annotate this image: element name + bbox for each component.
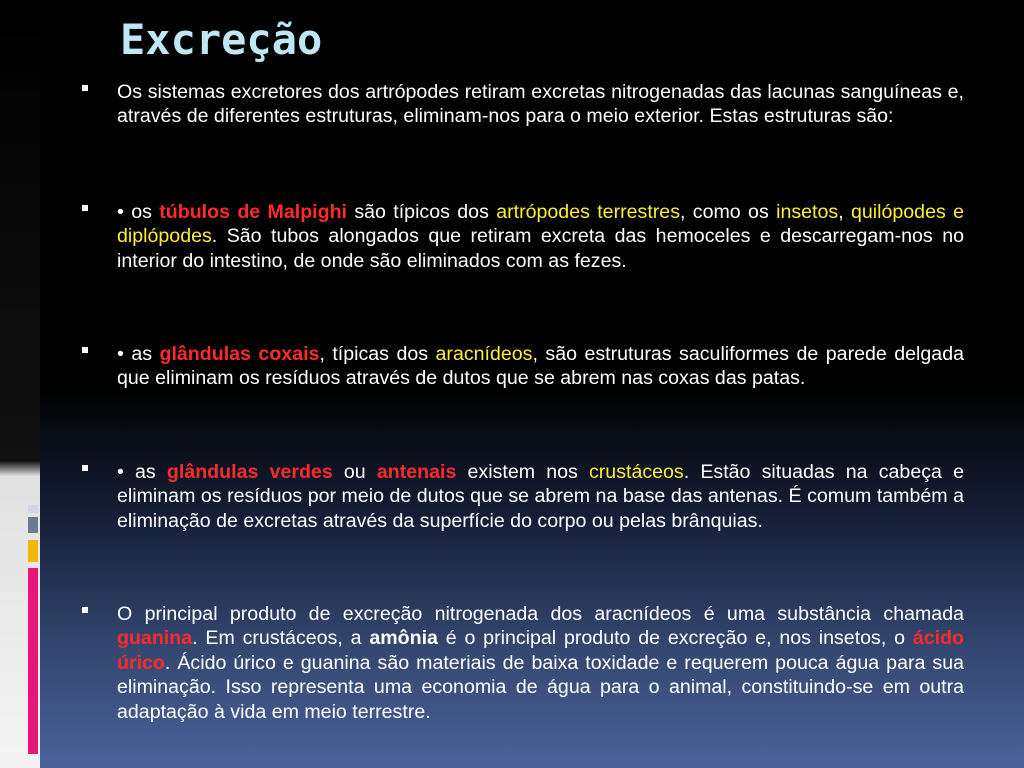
accent-bar-gray — [28, 517, 38, 533]
bullet-item — [80, 200, 964, 342]
bullet-item — [80, 342, 964, 460]
bullet-text — [117, 460, 964, 533]
highlight-bold: amônia — [369, 627, 438, 650]
bullet-list — [80, 80, 964, 724]
text-segment: existem nos — [456, 461, 589, 483]
highlight-red: guanina — [117, 627, 193, 650]
highlight-yellow: artrópodes terrestres — [496, 201, 680, 223]
bullet-text — [117, 80, 964, 129]
bullet-item — [80, 602, 964, 724]
square-bullet-icon — [82, 347, 88, 353]
highlight-yellow: insetos — [776, 201, 839, 223]
text-segment: são típicos dos — [347, 201, 497, 223]
highlight-yellow: aracnídeos — [435, 343, 533, 365]
text-segment: • as — [117, 343, 160, 365]
text-segment: Os sistemas excretores dos artrópodes retiram excretas nitrogenadas das lacunas sanguíneas e, através de diferentes estruturas, eliminam-nos para o meio exterior. Estas estruturas são: — [117, 81, 964, 128]
text-segment: . São tubos alongados que retiram excreta das hemoceles e descarregam-nos no interior do intestino, de onde são eliminados com as fezes. — [117, 225, 964, 272]
text-segment: O principal produto de excreção nitrogenada dos aracnídeos é uma substância chamada — [117, 603, 964, 625]
highlight-red: túbulos de Malpighi — [159, 201, 348, 223]
text-segment: . Estão situadas na cabeça e eliminam os resíduos por meio de dutos que se abrem na base das antenas. É comum também a eliminação de excretas através da superfície do corpo ou pelas brânquias. — [117, 461, 964, 532]
text-segment: é o principal produto de excreção e, nos insetos, o — [437, 627, 913, 650]
highlight-yellow: crustáceos — [588, 461, 684, 483]
bullet-text — [117, 200, 964, 273]
text-segment: , típicas dos — [319, 343, 436, 365]
square-bullet-icon — [82, 85, 88, 91]
slide-title: Excreção — [120, 15, 323, 64]
text-segment: , — [838, 201, 851, 223]
accent-bar-yellow — [28, 540, 38, 562]
bullet-item — [80, 460, 964, 602]
text-segment: . Em crustáceos, a — [192, 627, 370, 650]
bullet-text — [117, 342, 964, 391]
highlight-red: ácido úrico — [117, 627, 964, 674]
text-segment: , são estruturas saculiformes de parede delgada que eliminam os resíduos através de dutos que se abrem nas coxas das patas. — [117, 343, 964, 390]
accent-bar-pink — [28, 568, 38, 754]
accent-bar-light — [28, 505, 38, 513]
text-segment: . Ácido úrico e guanina são materiais de baixa toxidade e requerem pouca água para sua eliminação. Isso representa uma economia de água para o animal, constituindo-se em outra adaptação à vida em meio terrestre. — [117, 651, 964, 723]
highlight-yellow: quilópodes e diplópodes — [117, 201, 965, 248]
square-bullet-icon — [82, 205, 88, 211]
bullet-text — [117, 602, 964, 724]
text-segment: • os — [117, 201, 160, 223]
bullet-item — [80, 80, 964, 200]
text-segment: , como os — [680, 201, 777, 223]
highlight-red: antenais — [376, 461, 457, 483]
square-bullet-icon — [82, 465, 88, 471]
highlight-red: glândulas coxais — [159, 343, 320, 365]
text-segment: ou — [332, 461, 377, 483]
highlight-red: glândulas verdes — [166, 461, 333, 483]
text-segment: • as — [117, 461, 167, 483]
square-bullet-icon — [82, 607, 88, 613]
